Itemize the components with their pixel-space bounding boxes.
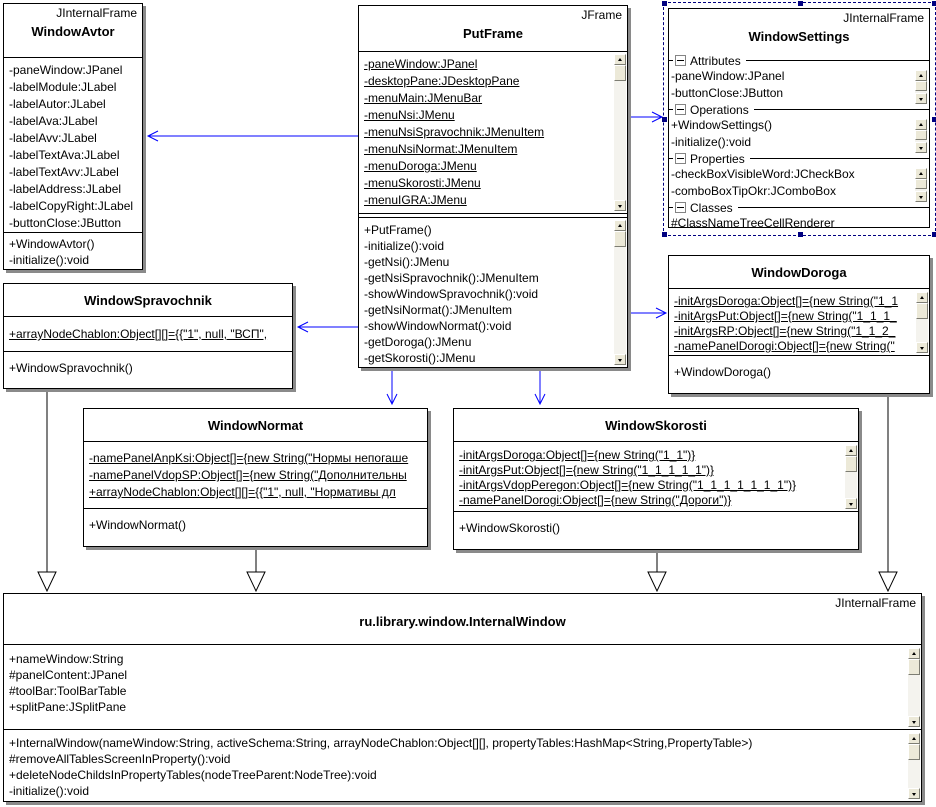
attributes-compartment xyxy=(454,443,858,512)
operations-compartment xyxy=(84,510,427,546)
scroll-up-button[interactable] xyxy=(845,445,857,456)
scrollbar-track[interactable] xyxy=(614,247,626,354)
section-header-properties xyxy=(669,151,929,166)
association-putframe-windowskorosti[interactable] xyxy=(535,368,545,404)
scroll-down-button[interactable] xyxy=(845,498,857,509)
attribute-member[interactable]: -labelModule:JLabel xyxy=(9,80,117,94)
divider xyxy=(669,60,673,61)
association-putframe-windowsettings[interactable] xyxy=(628,112,662,122)
operations-compartment xyxy=(454,513,858,549)
operation-member[interactable]: +WindowSettings() xyxy=(671,118,773,132)
attribute-member[interactable]: -menuNsi:JMenu xyxy=(364,108,455,122)
attributes-scrollbar[interactable] xyxy=(908,648,920,727)
operations-compartment xyxy=(4,730,921,801)
attribute-member[interactable]: -paneWindow:JPanel xyxy=(9,63,123,77)
association-putframe-windownormat[interactable] xyxy=(387,368,397,404)
section-header-attributes xyxy=(669,53,929,68)
scroll-up-button[interactable] xyxy=(915,70,927,81)
stereotype-label: JInternalFrame xyxy=(835,596,916,610)
attribute-member[interactable]: +nameWindow:String xyxy=(9,652,124,666)
operation-member[interactable]: -showWindowSpravochnik():void xyxy=(364,287,539,301)
class-windowsettings[interactable] xyxy=(668,8,930,228)
scrollbar-thumb[interactable] xyxy=(845,456,857,472)
operations-compartment xyxy=(4,353,292,388)
scroll-down-button[interactable] xyxy=(614,354,626,365)
attributes-compartment xyxy=(84,443,427,509)
attribute-member[interactable]: -labelAvv:JLabel xyxy=(9,131,97,145)
scroll-up-button[interactable] xyxy=(908,733,920,744)
association-putframe-windowavtor[interactable] xyxy=(148,131,358,141)
operation-member[interactable]: +WindowSkorosti() xyxy=(459,521,561,535)
attributes-compartment xyxy=(669,290,929,356)
scrollbar-thumb[interactable] xyxy=(915,81,927,91)
class-title xyxy=(4,4,142,58)
stereotype-label: JInternalFrame xyxy=(843,11,924,25)
selection-handle[interactable] xyxy=(798,1,803,6)
attribute-member[interactable]: -menuNsiNormat:JMenuItem xyxy=(364,142,518,156)
section-label: Attributes xyxy=(690,53,741,68)
section-label: Classes xyxy=(690,200,733,215)
selection-handle[interactable] xyxy=(662,232,667,237)
selection-handle[interactable] xyxy=(932,1,936,6)
attributes-section xyxy=(669,68,929,102)
divider xyxy=(746,60,929,61)
class-title xyxy=(669,9,929,53)
attribute-member[interactable]: -menuDoroga:JMenu xyxy=(364,159,477,173)
selection-handle[interactable] xyxy=(932,117,936,122)
operation-member[interactable]: +WindowAvtor() xyxy=(9,237,95,251)
operation-member[interactable]: -getSkorosti():JMenu xyxy=(364,351,476,365)
scrollbar-thumb[interactable] xyxy=(915,179,927,189)
operation-member[interactable]: -getDoroga():JMenu xyxy=(364,335,472,349)
attribute-member[interactable]: -paneWindow:JPanel xyxy=(364,57,478,71)
scroll-down-button[interactable] xyxy=(915,191,927,202)
class-name: WindowSpravochnik xyxy=(84,292,212,308)
divider xyxy=(669,109,673,110)
class-name: WindowAvtor xyxy=(31,24,115,39)
section-label: Operations xyxy=(690,102,749,117)
attributes-compartment xyxy=(4,645,921,730)
classes-section xyxy=(669,215,929,232)
attribute-member[interactable]: +splitPane:JSplitPane xyxy=(9,700,127,714)
attribute-member[interactable]: -desktopPane:JDesktopPane xyxy=(364,74,520,88)
attribute-member[interactable]: -initArgsRP:Object[]={new String("1_1_2_ xyxy=(674,324,896,338)
operation-member[interactable]: -initialize():void xyxy=(364,239,445,253)
property-member[interactable]: -checkBoxVisibleWord:JCheckBox xyxy=(671,167,855,181)
scrollbar-track[interactable] xyxy=(908,760,920,788)
scrollbar-track[interactable] xyxy=(614,81,626,200)
divider xyxy=(738,207,929,208)
operation-member[interactable]: +deleteNodeChildsInPropertyTables(nodeTreeParent:NodeTree):void xyxy=(9,768,377,782)
class-title xyxy=(4,594,921,645)
class-name: PutFrame xyxy=(463,26,523,41)
operation-member[interactable]: +WindowDoroga() xyxy=(674,365,772,379)
properties-section xyxy=(669,166,929,200)
operation-member[interactable]: #removeAllTablesScreenInProperty():void xyxy=(9,752,231,766)
attribute-member[interactable]: -labelAva:JLabel xyxy=(9,114,98,128)
generalization-windowspravochnik-internalwindow[interactable] xyxy=(38,390,56,591)
scroll-up-button[interactable] xyxy=(915,168,927,179)
class-windowdoroga[interactable] xyxy=(668,255,930,394)
attribute-member[interactable]: -initArgsDoroga:Object[]={new String("1_1 xyxy=(674,294,899,308)
stereotype-label: JInternalFrame xyxy=(56,6,137,20)
collapse-icon[interactable] xyxy=(675,55,686,66)
section-label: Properties xyxy=(690,151,745,166)
scroll-up-button[interactable] xyxy=(614,54,626,65)
attribute-member[interactable]: #toolBar:ToolBarTable xyxy=(9,684,127,698)
mini-scrollbar[interactable] xyxy=(915,168,927,202)
operations-compartment xyxy=(669,357,929,393)
divider xyxy=(669,158,673,159)
class-internalwindow[interactable] xyxy=(3,593,922,802)
mini-scrollbar[interactable] xyxy=(915,119,927,153)
class-windowskorosti[interactable] xyxy=(453,408,859,550)
scrollbar-thumb[interactable] xyxy=(916,303,928,319)
scrollbar-thumb[interactable] xyxy=(614,65,626,81)
attributes-compartment xyxy=(359,52,627,214)
divider xyxy=(669,207,673,208)
class-name: WindowSkorosti xyxy=(605,417,707,433)
collapse-icon[interactable] xyxy=(675,153,686,164)
attribute-member[interactable]: -namePanelAnpKsi:Object[]={new String("Нормы непогаше xyxy=(89,451,409,465)
attribute-member[interactable]: -namePanelVdopSP:Object[]={new String("Дополнительны xyxy=(89,468,407,482)
scroll-up-button[interactable] xyxy=(908,648,920,659)
operations-compartment xyxy=(359,217,627,367)
attribute-member[interactable]: -labelTextAvv:JLabel xyxy=(9,165,119,179)
attribute-member[interactable]: -namePanelDorogi:Object[]={new String("Дороги")} xyxy=(459,493,732,507)
association-putframe-windowspravochnik[interactable] xyxy=(298,322,358,332)
scroll-up-button[interactable] xyxy=(614,220,626,231)
attribute-member[interactable]: +arrayNodeChablon:Object[][]={{"1", null, "Нормативы дл xyxy=(89,485,396,499)
attributes-scrollbar[interactable] xyxy=(614,54,626,211)
operation-member[interactable]: -initialize():void xyxy=(671,135,752,149)
scroll-down-button[interactable] xyxy=(614,200,626,211)
class-title xyxy=(454,409,858,442)
attribute-member[interactable]: -labelTextAva:JLabel xyxy=(9,148,120,162)
attribute-member[interactable]: -buttonClose:JButton xyxy=(671,86,784,100)
class-name: WindowDoroga xyxy=(751,264,847,280)
attribute-member[interactable]: -menuNsiSpravochnik:JMenuItem xyxy=(364,125,545,139)
class-title xyxy=(4,284,292,317)
attribute-member[interactable]: -menuSkorosti:JMenu xyxy=(364,176,481,190)
attribute-member[interactable]: -menuMain:JMenuBar xyxy=(364,91,483,105)
scroll-down-button[interactable] xyxy=(915,93,927,104)
scroll-down-button[interactable] xyxy=(908,716,920,727)
attributes-compartment xyxy=(4,318,292,352)
attribute-member[interactable]: -paneWindow:JPanel xyxy=(671,69,785,83)
scroll-up-button[interactable] xyxy=(916,292,928,303)
attribute-member[interactable]: -namePanelDorogi:Object[]={new String(" xyxy=(674,339,895,353)
generalization-windowskorosti-internalwindow[interactable] xyxy=(648,551,666,591)
scroll-down-button[interactable] xyxy=(915,142,927,153)
stereotype-label: JFrame xyxy=(581,8,622,22)
operation-member[interactable]: +InternalWindow(nameWindow:String, activeSchema:String, arrayNodeChablon:Object[][], propertyTables:HashMap<String,PropertyTable>) xyxy=(9,736,753,750)
class-putframe[interactable] xyxy=(358,5,628,368)
attribute-member[interactable]: -initArgsPut:Object[]={new String("1_1_1_1_1")} xyxy=(459,463,714,477)
scroll-down-button[interactable] xyxy=(916,342,928,353)
attribute-member[interactable]: +arrayNodeChablon:Object[][]={{"1", null, "ВСП", xyxy=(9,327,268,341)
divider xyxy=(754,109,929,110)
property-member[interactable]: -comboBoxTipOkr:JComboBox xyxy=(671,184,836,198)
scrollbar-track[interactable] xyxy=(916,319,928,342)
collapse-icon[interactable] xyxy=(675,202,686,213)
operation-member[interactable]: -getNsi():JMenu xyxy=(364,255,450,269)
generalization-windowdoroga-internalwindow[interactable] xyxy=(879,395,897,591)
mini-scrollbar[interactable] xyxy=(915,70,927,104)
attributes-scrollbar[interactable] xyxy=(916,292,928,353)
class-title xyxy=(359,6,627,52)
generalization-windownormat-internalwindow[interactable] xyxy=(247,548,265,591)
class-title xyxy=(669,256,929,289)
attribute-member[interactable]: -buttonClose:JButton xyxy=(9,216,122,230)
operations-compartment xyxy=(4,234,142,269)
selection-handle[interactable] xyxy=(662,1,667,6)
class-windowavtor[interactable] xyxy=(3,3,143,270)
section-header-operations xyxy=(669,102,929,117)
operations-section xyxy=(669,117,929,151)
operations-scrollbar[interactable] xyxy=(908,733,920,799)
class-windowspravochnik[interactable] xyxy=(3,283,293,389)
selection-handle[interactable] xyxy=(798,232,803,237)
class-title xyxy=(84,409,427,442)
attribute-member[interactable]: -initArgsPut:Object[]={new String("1_1_1_ xyxy=(674,309,897,323)
scrollbar-track[interactable] xyxy=(845,472,857,498)
scrollbar-thumb[interactable] xyxy=(614,231,626,247)
scroll-up-button[interactable] xyxy=(915,119,927,130)
scrollbar-track[interactable] xyxy=(908,675,920,716)
attribute-member[interactable]: -initArgsDoroga:Object[]={new String("1_1")} xyxy=(459,448,696,462)
operation-member[interactable]: +WindowSpravochnik() xyxy=(9,361,133,375)
scrollbar-thumb[interactable] xyxy=(908,659,920,675)
attributes-scrollbar[interactable] xyxy=(845,445,857,509)
class-member[interactable]: #ClassNameTreeCellRenderer xyxy=(671,216,835,230)
operation-member[interactable]: -getNsiNormat():JMenuItem xyxy=(364,303,513,317)
scroll-down-button[interactable] xyxy=(908,788,920,799)
section-header-classes xyxy=(669,200,929,215)
attribute-member[interactable]: -initArgsVdopPeregon:Object[]={new String("1_1_1_1_1_1_1")} xyxy=(459,478,797,492)
operation-member[interactable]: -showWindowNormat():void xyxy=(364,319,512,333)
class-name: WindowNormat xyxy=(207,417,304,433)
attribute-member[interactable]: -labelAutor:JLabel xyxy=(9,97,106,111)
class-name: ru.library.window.InternalWindow xyxy=(359,614,566,629)
class-windownormat[interactable] xyxy=(83,408,428,547)
scrollbar-thumb[interactable] xyxy=(915,130,927,140)
selection-handle[interactable] xyxy=(932,232,936,237)
selection-handle[interactable] xyxy=(662,117,667,122)
operation-member[interactable]: -getNsiSpravochnik():JMenuItem xyxy=(364,271,539,285)
divider xyxy=(750,158,929,159)
association-putframe-windowdoroga[interactable] xyxy=(628,308,666,318)
scrollbar-thumb[interactable] xyxy=(908,744,920,760)
attribute-member[interactable]: #panelContent:JPanel xyxy=(9,668,128,682)
attribute-member[interactable]: -menuIGRA:JMenu xyxy=(364,193,467,207)
operation-member[interactable]: -initialize():void xyxy=(9,784,90,798)
operation-member[interactable]: -initialize():void xyxy=(9,253,90,267)
operation-member[interactable]: +PutFrame() xyxy=(364,223,432,237)
operation-member[interactable]: +WindowNormat() xyxy=(89,518,187,532)
attribute-member[interactable]: -labelAddress:JLabel xyxy=(9,182,122,196)
attribute-member[interactable]: -labelCopyRight:JLabel xyxy=(9,199,134,213)
attributes-compartment xyxy=(4,58,142,233)
operations-scrollbar[interactable] xyxy=(614,220,626,365)
class-name: WindowSettings xyxy=(748,29,850,44)
collapse-icon[interactable] xyxy=(675,104,686,115)
